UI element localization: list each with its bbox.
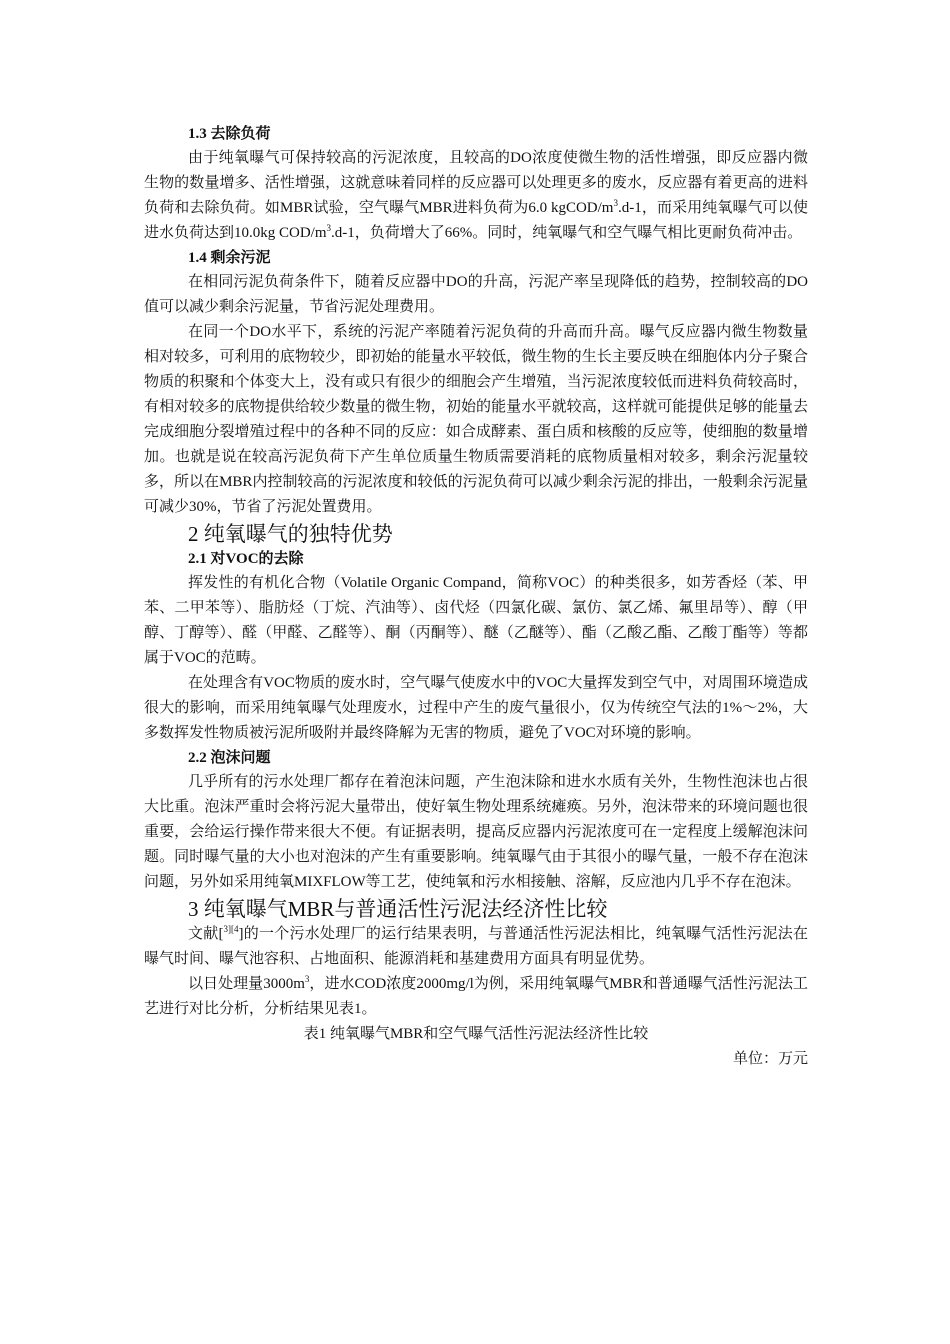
text-run: 由于纯氧曝气可保持较高的污泥浓度，且较高的DO浓度使微生物的活性增强，即反应器内微生物的数量增多、活性增强，这就意味着同样的反应器可以处理更多的废水，反应器有着更高的进料负荷和去除负荷。如MBR试验，空气曝气MBR进料负荷为6.0 kgCOD/m xyxy=(144,150,808,216)
paragraph-removal-load xyxy=(144,146,808,246)
heading-1-3: 1.3 去除负荷 xyxy=(188,126,271,142)
text-run: ，进水COD浓度2000mg/l为例，采用纯氧曝气MBR和普通曝气活性污泥法工艺进行对比分析，分析结果见表1。 xyxy=(144,976,808,1017)
text-run: .d-1，而采用纯氧曝气可以使进水负荷达到10.0kg COD/m xyxy=(144,200,809,241)
paragraph-voc-1: 挥发性的有机化合物（Volatile Organic Compand，简称VOC）的种类很多，如芳香烃（苯、甲苯、二甲苯等）、脂肪烃（丁烷、汽油等）、卤代烃（四氯化碳、氯仿、氯乙烯、氟里昂等）、醇（甲醇、丁醇等）、醛（甲醛、乙醛等）、酮（丙酮等）、醚（乙醚等）、酯（乙酸乙酯、乙酸丁酯等）等都属于VOC的范畴。 xyxy=(144,575,808,666)
document-body xyxy=(144,122,808,1072)
table-caption: 表1 纯氧曝气MBR和空气曝气活性污泥法经济性比较 xyxy=(303,1026,649,1042)
heading-2-1: 2.1 对VOC的去除 xyxy=(188,551,304,567)
heading-2-2: 2.2 泡沫问题 xyxy=(188,750,271,766)
table-unit: 单位：万元 xyxy=(732,1051,808,1067)
heading-1-4: 1.4 剩余污泥 xyxy=(188,250,271,266)
paragraph-economics-1 xyxy=(144,922,808,972)
paragraph-foam: 几乎所有的污水处理厂都存在着泡沫问题，产生泡沫除和进水水质有关外，生物性泡沫也占很大比重。泡沫严重时会将污泥大量带出，使好氧生物处理系统瘫痪。另外，泡沫带来的环境问题也很重要，会给运行操作带来很大不便。有证据表明，提高反应器内污泥浓度可在一定程度上缓解泡沫问题。同时曝气量的大小也对泡沫的产生有重要影响。纯氧曝气由于其很小的曝气量，一般不存在泡沫问题，另外如采用纯氧MIXFLOW等工艺，使纯氧和污水相接触、溶解，反应池内几乎不存在泡沫。 xyxy=(144,774,808,890)
paragraph-excess-sludge-2: 在同一个DO水平下，系统的污泥产率随着污泥负荷的升高而升高。曝气反应器内微生物数量相对较多，可利用的底物较少，即初始的能量水平较低，微生物的生长主要反映在细胞体内分子聚合物质的积聚和个体变大上，没有或只有很少的细胞会产生增殖，当污泥浓度较低而进料负荷较高时，有相对较多的底物提供给较少数量的微生物，初始的能量水平就较高，这样就可能提供足够的能量去完成细胞分裂增殖过程中的各种不同的反应：如合成酵素、蛋白质和核酸的反应等，使细胞的数量增加。也就是说在较高污泥负荷下产生单位质量生物质需要消耗的底物质量相对较多，剩余污泥量较多，所以在MBR内控制较高的污泥浓度和较低的污泥负荷可以减少剩余污泥的排出，一般剩余污泥量可减少30%，节省了污泥处置费用。 xyxy=(144,324,808,515)
text-run: .d-1，负荷增大了66%。同时，纯氧曝气和空气曝气相比更耐负荷冲击。 xyxy=(331,225,803,241)
superscript: 3 xyxy=(613,198,618,208)
text-run: ]的一个污水处理厂的运行结果表明，与普通活性污泥法相比，纯氧曝气活性污泥法在曝气时间、曝气池容积、占地面积、能源消耗和基建费用方面具有明显优势。 xyxy=(144,926,809,967)
paragraph-voc-2: 在处理含有VOC物质的废水时，空气曝气使废水中的VOC大量挥发到空气中，对周围环境造成很大的影响，而采用纯氧曝气处理废水，过程中产生的废气量很小，仅为传统空气法的1%～2%，大多数挥发性物质被污泥所吸附并最终降解为无害的物质，避免了VOC对环境的影响。 xyxy=(144,675,808,741)
text-run: 文献[ xyxy=(188,926,224,942)
heading-2: 2 纯氧曝气的独特优势 xyxy=(188,522,393,546)
superscript: 3 xyxy=(304,974,310,984)
paragraph-excess-sludge-1: 在相同污泥负荷条件下，随着反应器中DO的升高，污泥产率呈现降低的趋势，控制较高的DO值可以减少剩余污泥量，节省污泥处理费用。 xyxy=(144,274,808,315)
text-run: 以日处理量3000m xyxy=(188,976,305,992)
superscript: 3 xyxy=(326,223,332,233)
heading-3: 3 纯氧曝气MBR与普通活性污泥法经济性比较 xyxy=(188,897,608,921)
paragraph-economics-2 xyxy=(144,972,808,1022)
citation-superscript: 3][4 xyxy=(223,924,239,934)
